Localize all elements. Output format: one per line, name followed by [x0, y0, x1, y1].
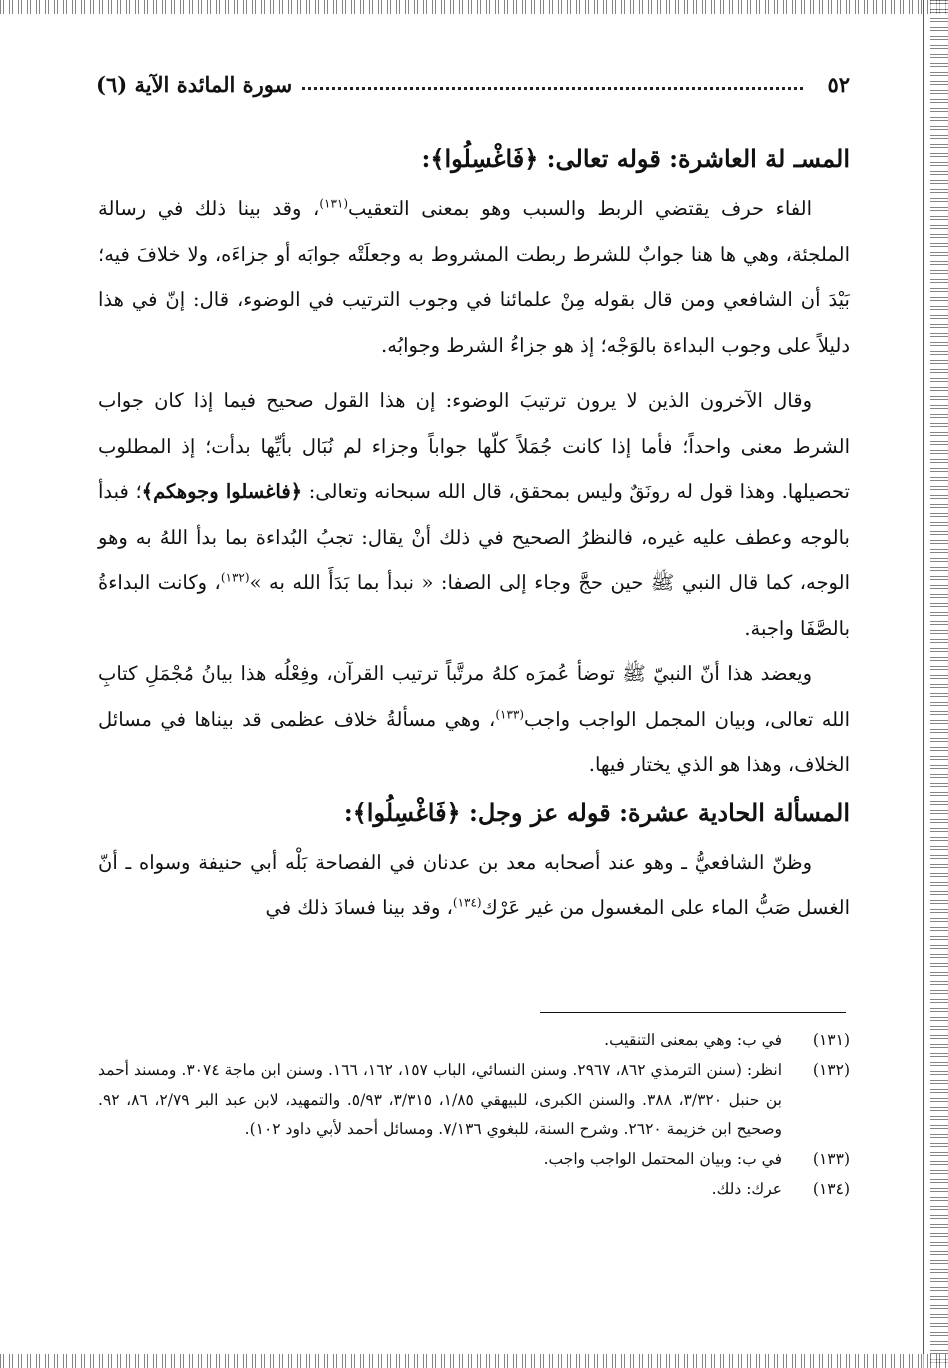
- paragraph-2-text-b: ؛ فبدأ بالوجه وعطف عليه غيره، فالنظرُ الصحيح في ذلك أنْ يقال: تجبُ البُداءة بما بدأ اللهُ به وهو الوجه، كما قال النبي ﷺ حين حجَّ وجاء إلى الصفا: « نبدأ بما بَدَأَ الله به »: [98, 480, 850, 594]
- paragraph-4: [98, 840, 850, 931]
- paragraph-4-text-a: وظنّ الشافعيُّ ـ وهو عند أصحابه معد بن عدنان في الفصاحة بَلْه أبي حنيفة وسواه ـ أنّ الغسل صَبُّ الماء على المغسول من غير عَرْك: [98, 850, 850, 919]
- footnote-ref-132[interactable]: (١٣٢): [220, 570, 250, 585]
- footnote-ref-133[interactable]: (١٣٣): [495, 707, 525, 721]
- footnote-ref-131[interactable]: (١٣١): [319, 196, 349, 211]
- running-header: [96, 64, 850, 104]
- frame-line: [923, 0, 924, 1368]
- page-number: ٥٢: [827, 71, 850, 97]
- footnote-separator: [540, 1012, 846, 1013]
- footnotes: [98, 1026, 850, 1205]
- paragraph-1-text-b: ، وقد بينا ذلك في رسالة الملجئة، وهي ها هنا جوابٌ للشرط ربطت المشروط به وجعلَتْه جوابَه أو جزاءَه، ولا خلافَ فيه؛ بَيْدَ أن الشافعي ومن قال بقوله مِنْ علمائنا في وجوب الترتيب في الوضوء، قال: إنّ في هذا دليلاً على وجوب البداءة بالوَجْه؛ إذ هو جزاءُ الشرط وجوابُه.: [98, 197, 850, 357]
- page-border-top: [0, 0, 948, 14]
- section-heading-11: المسألة الحادية عشرة: قوله عز وجل: ﴿فَاغْسِلُوا﴾:: [343, 797, 850, 827]
- page-body: [98, 132, 850, 931]
- paragraph-2-text-c: ، وكانت البداءةُ بالصَّفَا واجبة.: [98, 571, 850, 640]
- footnote-number: (١٣٢): [812, 1060, 850, 1079]
- paragraph-3: [98, 651, 850, 788]
- paragraph-1-text-a: الفاء حرف يقتضي الربط والسبب وهو بمعنى التعقيب: [348, 197, 812, 220]
- footnote-ref-134[interactable]: (١٣٤): [452, 895, 482, 910]
- paragraph-2-text-a: وقال الآخرون الذين لا يرون ترتيبَ الوضوء: إن هذا القول صحيح فيما إذا كان جواب الشرط معنى واحداً؛ فأما إذا كانت جُمَلاً كلّها جواباً وجزاء لم نُبَال بأيِّها بدأت؛ إذ المطلوب تحصيلها. وهذا قول له رونَقٌ وليس بمحقق، قال الله سبحانه وتعالى:: [98, 389, 850, 503]
- footnote-number: (١٣٣): [812, 1150, 850, 1169]
- paragraph-1: [98, 186, 850, 368]
- page-border-right: [930, 0, 948, 1368]
- section-heading-10: المسـ لة العاشرة: قوله تعالى: ﴿فَاغْسِلُوا﴾:: [421, 144, 850, 173]
- footnote-number: (١٣٤): [812, 1179, 850, 1198]
- paragraph-4-text-b: ، وقد بينا فسادَ ذلك في: [265, 896, 453, 919]
- footnote-number: (١٣١): [812, 1031, 850, 1049]
- paragraph-3-text-b: ، وهي مسألةُ خلاف عظمى قد بيناها في مسائل الخلاف، وهذا هو الذي يختار فيها.: [98, 707, 850, 776]
- paragraph-2: [98, 378, 850, 651]
- footnote-text: انظر: (سنن الترمذي ٨٦٢، ٢٩٦٧. وسنن النسائي، الباب ١٥٧، ١٦٢، ١٦٦. وسنن ابن ماجة ٣٠٧٤. ومسند أحمد بن حنبل ٣/٣٢٠، ٣٨٨. والسنن الكبرى، للبيهقي ١/٨٥، ٣/٣١٥، ٥/٩٣. والتمهيد، لابن عبد البر ٢/٧٩، ٨٦، ٩٢. وصحيح ابن خزيمة ٢٦٢٠. وشرح السنة، للبغوي ٧/١٣٦. ومسائل أحمد لأبي داود ١٠٢).: [98, 1060, 783, 1139]
- footnote-text: في ب: وبيان المحتمل الواجب واجب.: [543, 1150, 782, 1169]
- paragraph-3-text-a: ويعضد هذا أنّ النبيّ ﷺ توضأ عُمرَه كلهُ مرتَّباً ترتيب القرآن، وفِعْلُه هذا بيانُ مُجْمَلِ كتابِ الله تعالى، وبيان المجمل الواجب واجب: [98, 662, 850, 731]
- header-leader-dots: [302, 87, 803, 90]
- footnote-item: [98, 1175, 850, 1205]
- footnote-item: [98, 1026, 850, 1056]
- footnote-item: [98, 1056, 850, 1145]
- quran-quote: ﴿فاغسلوا وجوهكم﴾: [141, 480, 303, 503]
- footnote-item: [98, 1145, 850, 1175]
- footnote-text: في ب: وهي بمعنى التنقيب.: [604, 1031, 782, 1049]
- header-title: سورة المائدة الآية (٦): [96, 71, 293, 97]
- footnote-text: عرك: دلك.: [711, 1179, 782, 1198]
- page-border-bottom: [0, 1354, 948, 1368]
